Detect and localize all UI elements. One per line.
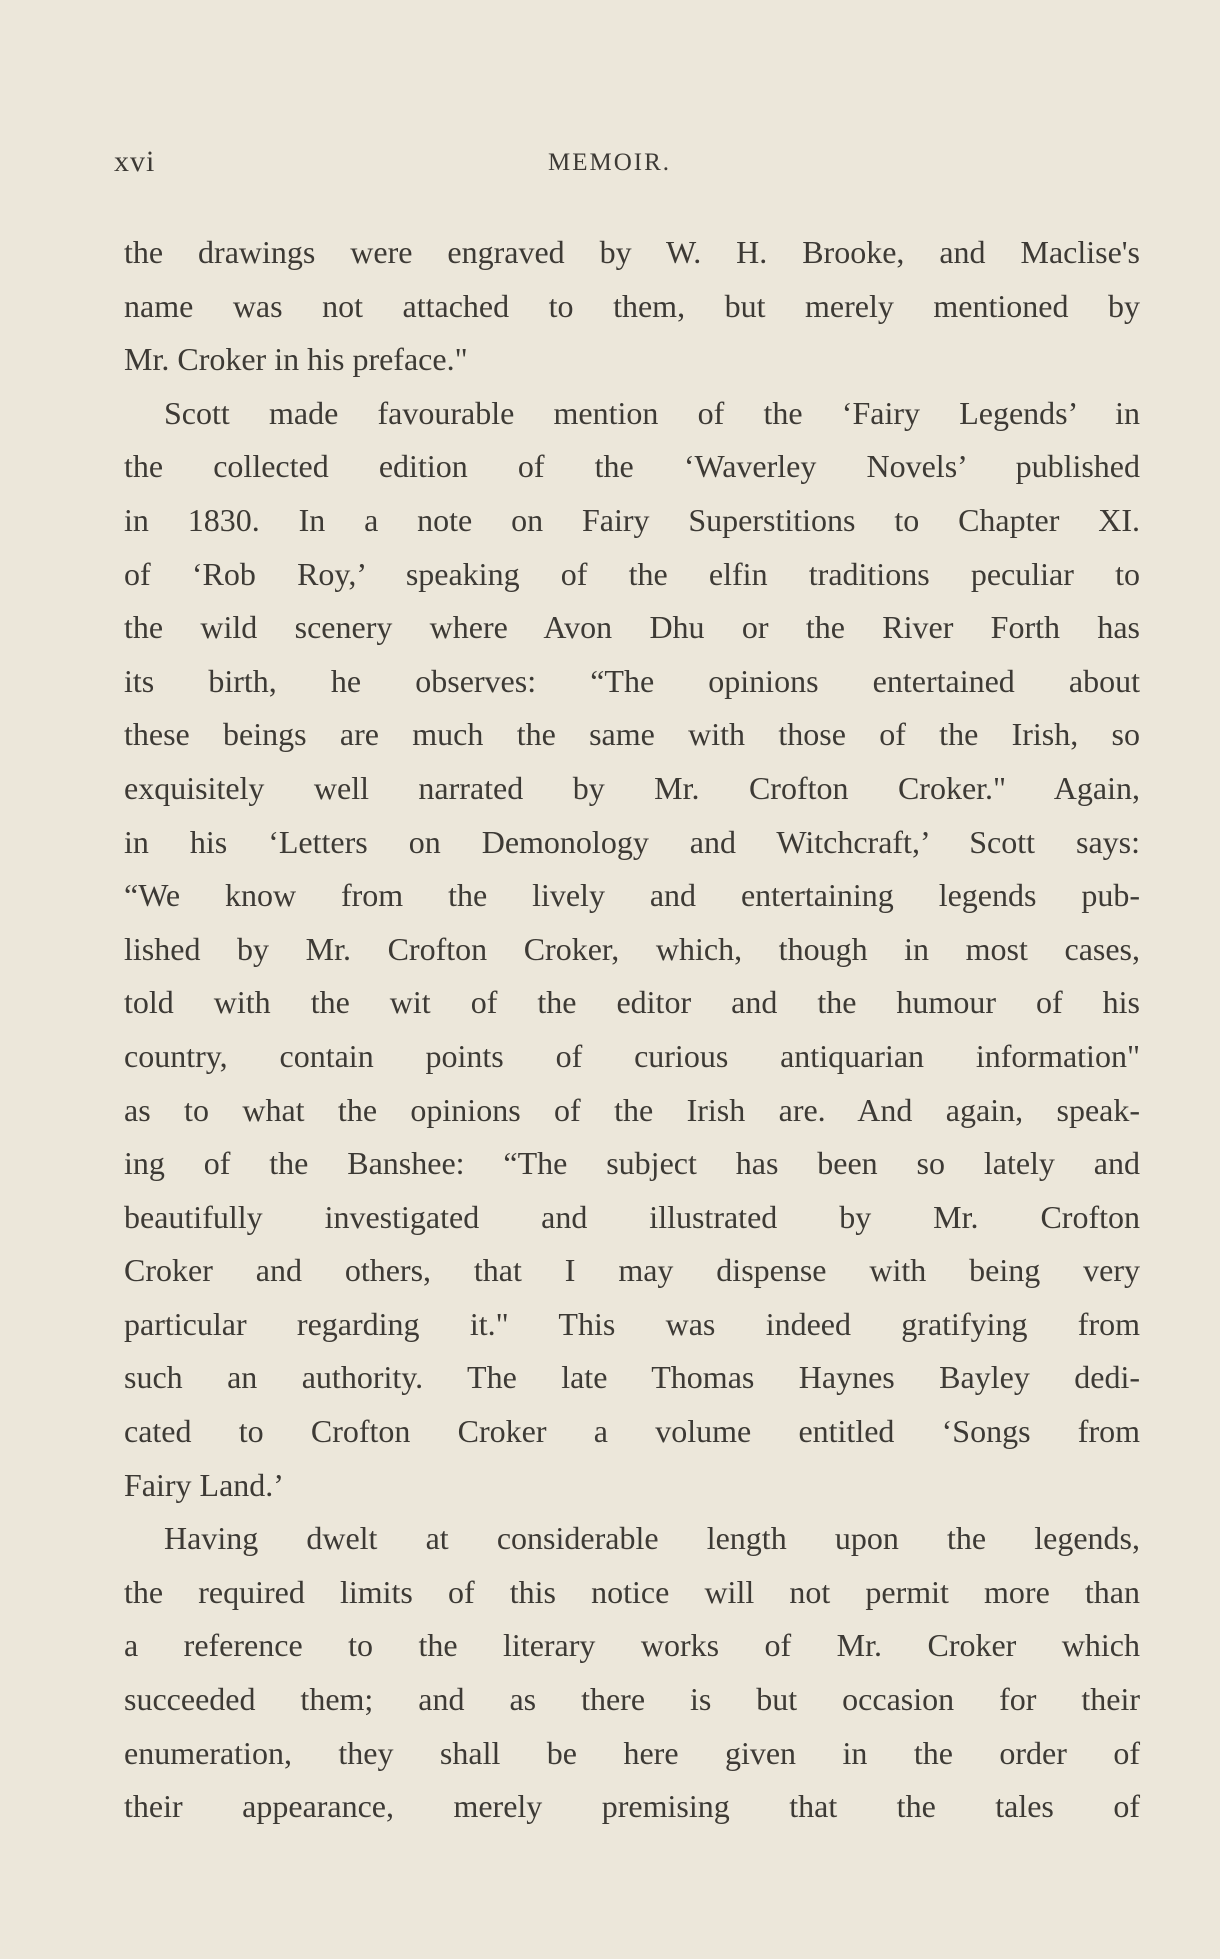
- text-line: beautifully investigated and illustrated by Mr. Crofton: [124, 1198, 1140, 1235]
- page-number: xvi: [114, 145, 156, 178]
- text-line: these beings are much the same with those of the Irish, so: [124, 716, 1140, 753]
- text-line: Having dwelt at considerable length upon the legends,: [164, 1520, 1140, 1557]
- text-line: “We know from the lively and entertaining legends pub-: [124, 877, 1140, 914]
- text-line: succeeded them; and as there is but occasion for their: [124, 1681, 1140, 1718]
- text-line: Scott made favourable mention of the ‘Fairy Legends’ in: [164, 394, 1140, 431]
- text-line: its birth, he observes: “The opinions entertained about: [124, 662, 1140, 699]
- text-line: country, contain points of curious antiquarian information": [124, 1037, 1140, 1074]
- text-line: as to what the opinions of the Irish are. And again, speak-: [124, 1091, 1140, 1128]
- text-line: of ‘Rob Roy,’ speaking of the elfin traditions peculiar to: [124, 555, 1140, 592]
- page-header: [114, 145, 1134, 185]
- text-line: Mr. Croker in his preface.": [124, 341, 468, 378]
- text-line: the wild scenery where Avon Dhu or the River Forth has: [124, 609, 1140, 646]
- running-title: MEMOIR.: [548, 149, 672, 176]
- text-line: the drawings were engraved by W. H. Brooke, and Maclise's: [124, 234, 1140, 270]
- text-line: such an authority. The late Thomas Haynes Bayley dedi-: [124, 1359, 1140, 1396]
- text-line: told with the wit of the editor and the humour of his: [124, 984, 1140, 1021]
- text-line: their appearance, merely premising that the tales of: [124, 1788, 1140, 1825]
- text-line: cated to Crofton Croker a volume entitled ‘Songs from: [124, 1413, 1140, 1450]
- text-line: name was not attached to them, but merely mentioned by: [124, 287, 1140, 324]
- text-line: exquisitely well narrated by Mr. Crofton Croker." Again,: [124, 769, 1140, 806]
- text-line: particular regarding it." This was indeed gratifying from: [124, 1305, 1140, 1342]
- body-text: [124, 226, 1140, 1834]
- text-line: ing of the Banshee: “The subject has been so lately and: [124, 1145, 1140, 1182]
- text-line: Croker and others, that I may dispense with being very: [124, 1252, 1140, 1289]
- text-line: the required limits of this notice will not permit more than: [124, 1573, 1140, 1610]
- text-line: in his ‘Letters on Demonology and Witchcraft,’ Scott says:: [124, 823, 1140, 860]
- text-line: the collected edition of the ‘Waverley Novels’ published: [124, 448, 1140, 485]
- text-line: Fairy Land.’: [124, 1466, 284, 1503]
- text-line: a reference to the literary works of Mr. Croker which: [124, 1627, 1140, 1664]
- text-line: enumeration, they shall be here given in the order of: [124, 1734, 1140, 1771]
- text-line: lished by Mr. Crofton Croker, which, though in most cases,: [124, 930, 1140, 967]
- text-line: in 1830. In a note on Fairy Superstitions to Chapter XI.: [124, 501, 1140, 538]
